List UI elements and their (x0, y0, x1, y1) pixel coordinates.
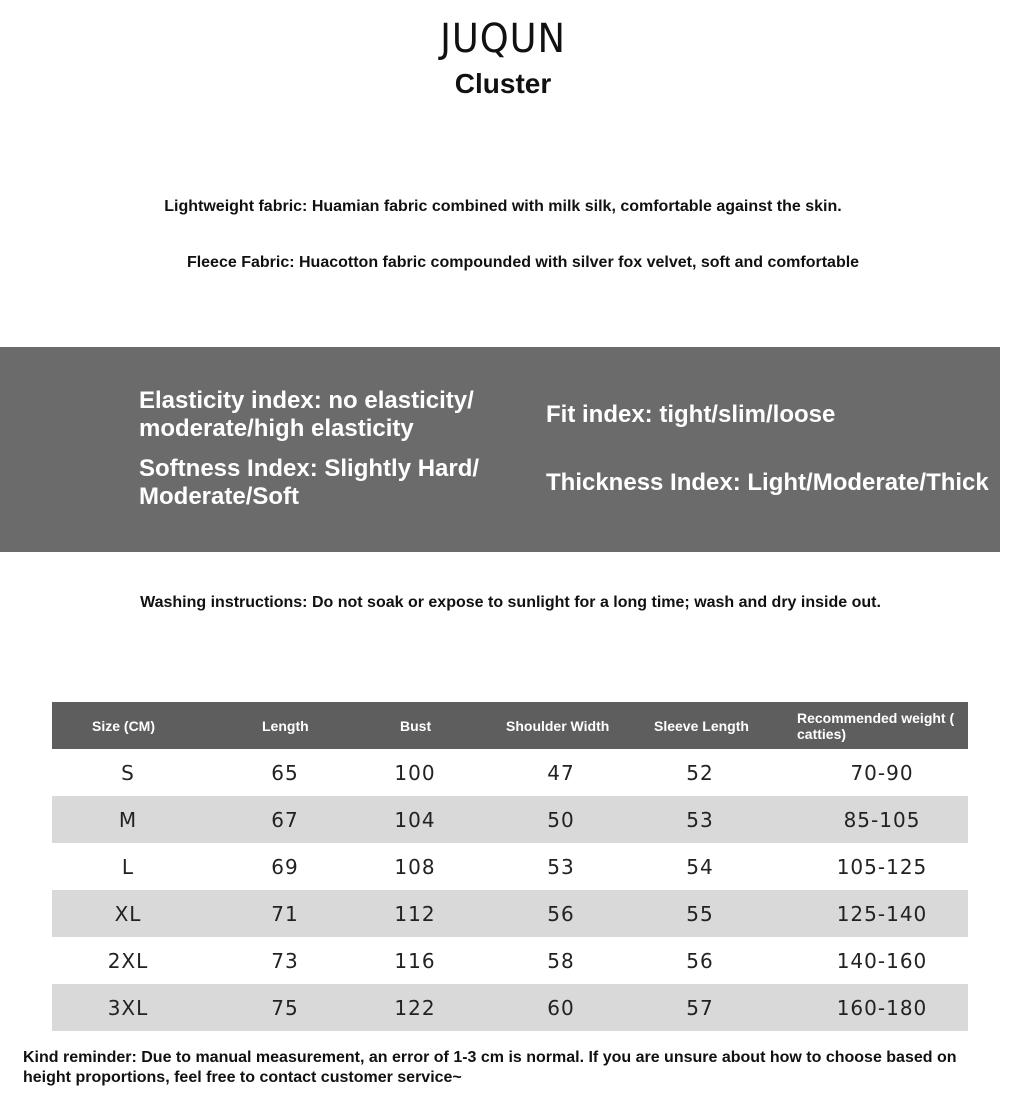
fit-index: Fit index: tight/slim/loose (546, 401, 836, 428)
table-cell: 54 (686, 854, 714, 879)
table-cell: 85-105 (843, 807, 921, 832)
table-cell: 47 (547, 760, 575, 785)
washing-instructions: Washing instructions: Do not soak or expose to sunlight for a long time; wash and dry inside out. (140, 594, 881, 611)
table-cell: 108 (394, 854, 436, 879)
table-cell: 65 (271, 760, 299, 785)
table-cell: 56 (686, 948, 714, 973)
kind-reminder: Kind reminder: Due to manual measurement, an error of 1-3 cm is normal. If you are unsure about how to choose based on height proportions, feel free to contact customer service~ (23, 1049, 957, 1086)
table-cell: 69 (271, 854, 299, 879)
table-cell: L (121, 854, 135, 879)
table-row (52, 937, 968, 984)
table-cell: 3XL (107, 995, 149, 1020)
table-row (52, 890, 968, 937)
table-cell: 100 (394, 760, 436, 785)
table-row (52, 749, 968, 796)
table-cell: 53 (686, 807, 714, 832)
table-row (52, 843, 968, 890)
table-cell: 55 (686, 901, 714, 926)
index-band (0, 347, 1000, 552)
table-cell: M (118, 807, 138, 832)
table-cell: 56 (547, 901, 575, 926)
table-cell: 67 (271, 807, 299, 832)
table-cell: 140-160 (836, 948, 928, 973)
table-cell: 116 (394, 948, 436, 973)
table-cell: 58 (547, 948, 575, 973)
table-cell: 52 (686, 760, 714, 785)
table-cell: XL (114, 901, 142, 926)
table-cell: 105-125 (836, 854, 928, 879)
table-cell: 125-140 (836, 901, 928, 926)
header-shoulder-width: Shoulder Width (506, 717, 610, 734)
softness-index: Softness Index: Slightly Hard/ Moderate/Soft (139, 455, 480, 510)
header-sleeve-length: Sleeve Length (654, 717, 749, 734)
table-cell: S (121, 760, 135, 785)
size-table (52, 702, 968, 1031)
table-cell: 75 (271, 995, 299, 1020)
table-cell: 112 (394, 901, 436, 926)
header-recommended-weight: Recommended weight ( catties) (797, 709, 955, 742)
table-cell: 70-90 (850, 760, 914, 785)
header-size: Size (CM) (92, 717, 155, 734)
table-cell: 50 (547, 807, 575, 832)
table-row (52, 984, 968, 1031)
table-cell: 104 (394, 807, 436, 832)
header-bust: Bust (400, 717, 432, 734)
header-length: Length (262, 717, 309, 734)
elasticity-index: Elasticity index: no elasticity/ moderate/high elasticity (139, 387, 474, 442)
table-cell: 71 (271, 901, 299, 926)
brand-name: JUQUN (440, 16, 566, 62)
thickness-index: Thickness Index: Light/Moderate/Thick (546, 469, 989, 496)
table-cell: 160-180 (836, 995, 928, 1020)
lightweight-fabric-text: Lightweight fabric: Huamian fabric combined with milk silk, comfortable against the skin. (164, 198, 842, 215)
table-cell: 122 (394, 995, 436, 1020)
table-cell: 60 (547, 995, 575, 1020)
table-row (52, 796, 968, 843)
table-cell: 73 (271, 948, 299, 973)
size-table-header (52, 702, 968, 749)
fleece-fabric-text: Fleece Fabric: Huacotton fabric compounded with silver fox velvet, soft and comfortable (186, 254, 860, 271)
table-cell: 53 (547, 854, 575, 879)
table-cell: 57 (686, 995, 714, 1020)
table-cell: 2XL (107, 948, 149, 973)
brand-subtitle: Cluster (454, 68, 552, 99)
